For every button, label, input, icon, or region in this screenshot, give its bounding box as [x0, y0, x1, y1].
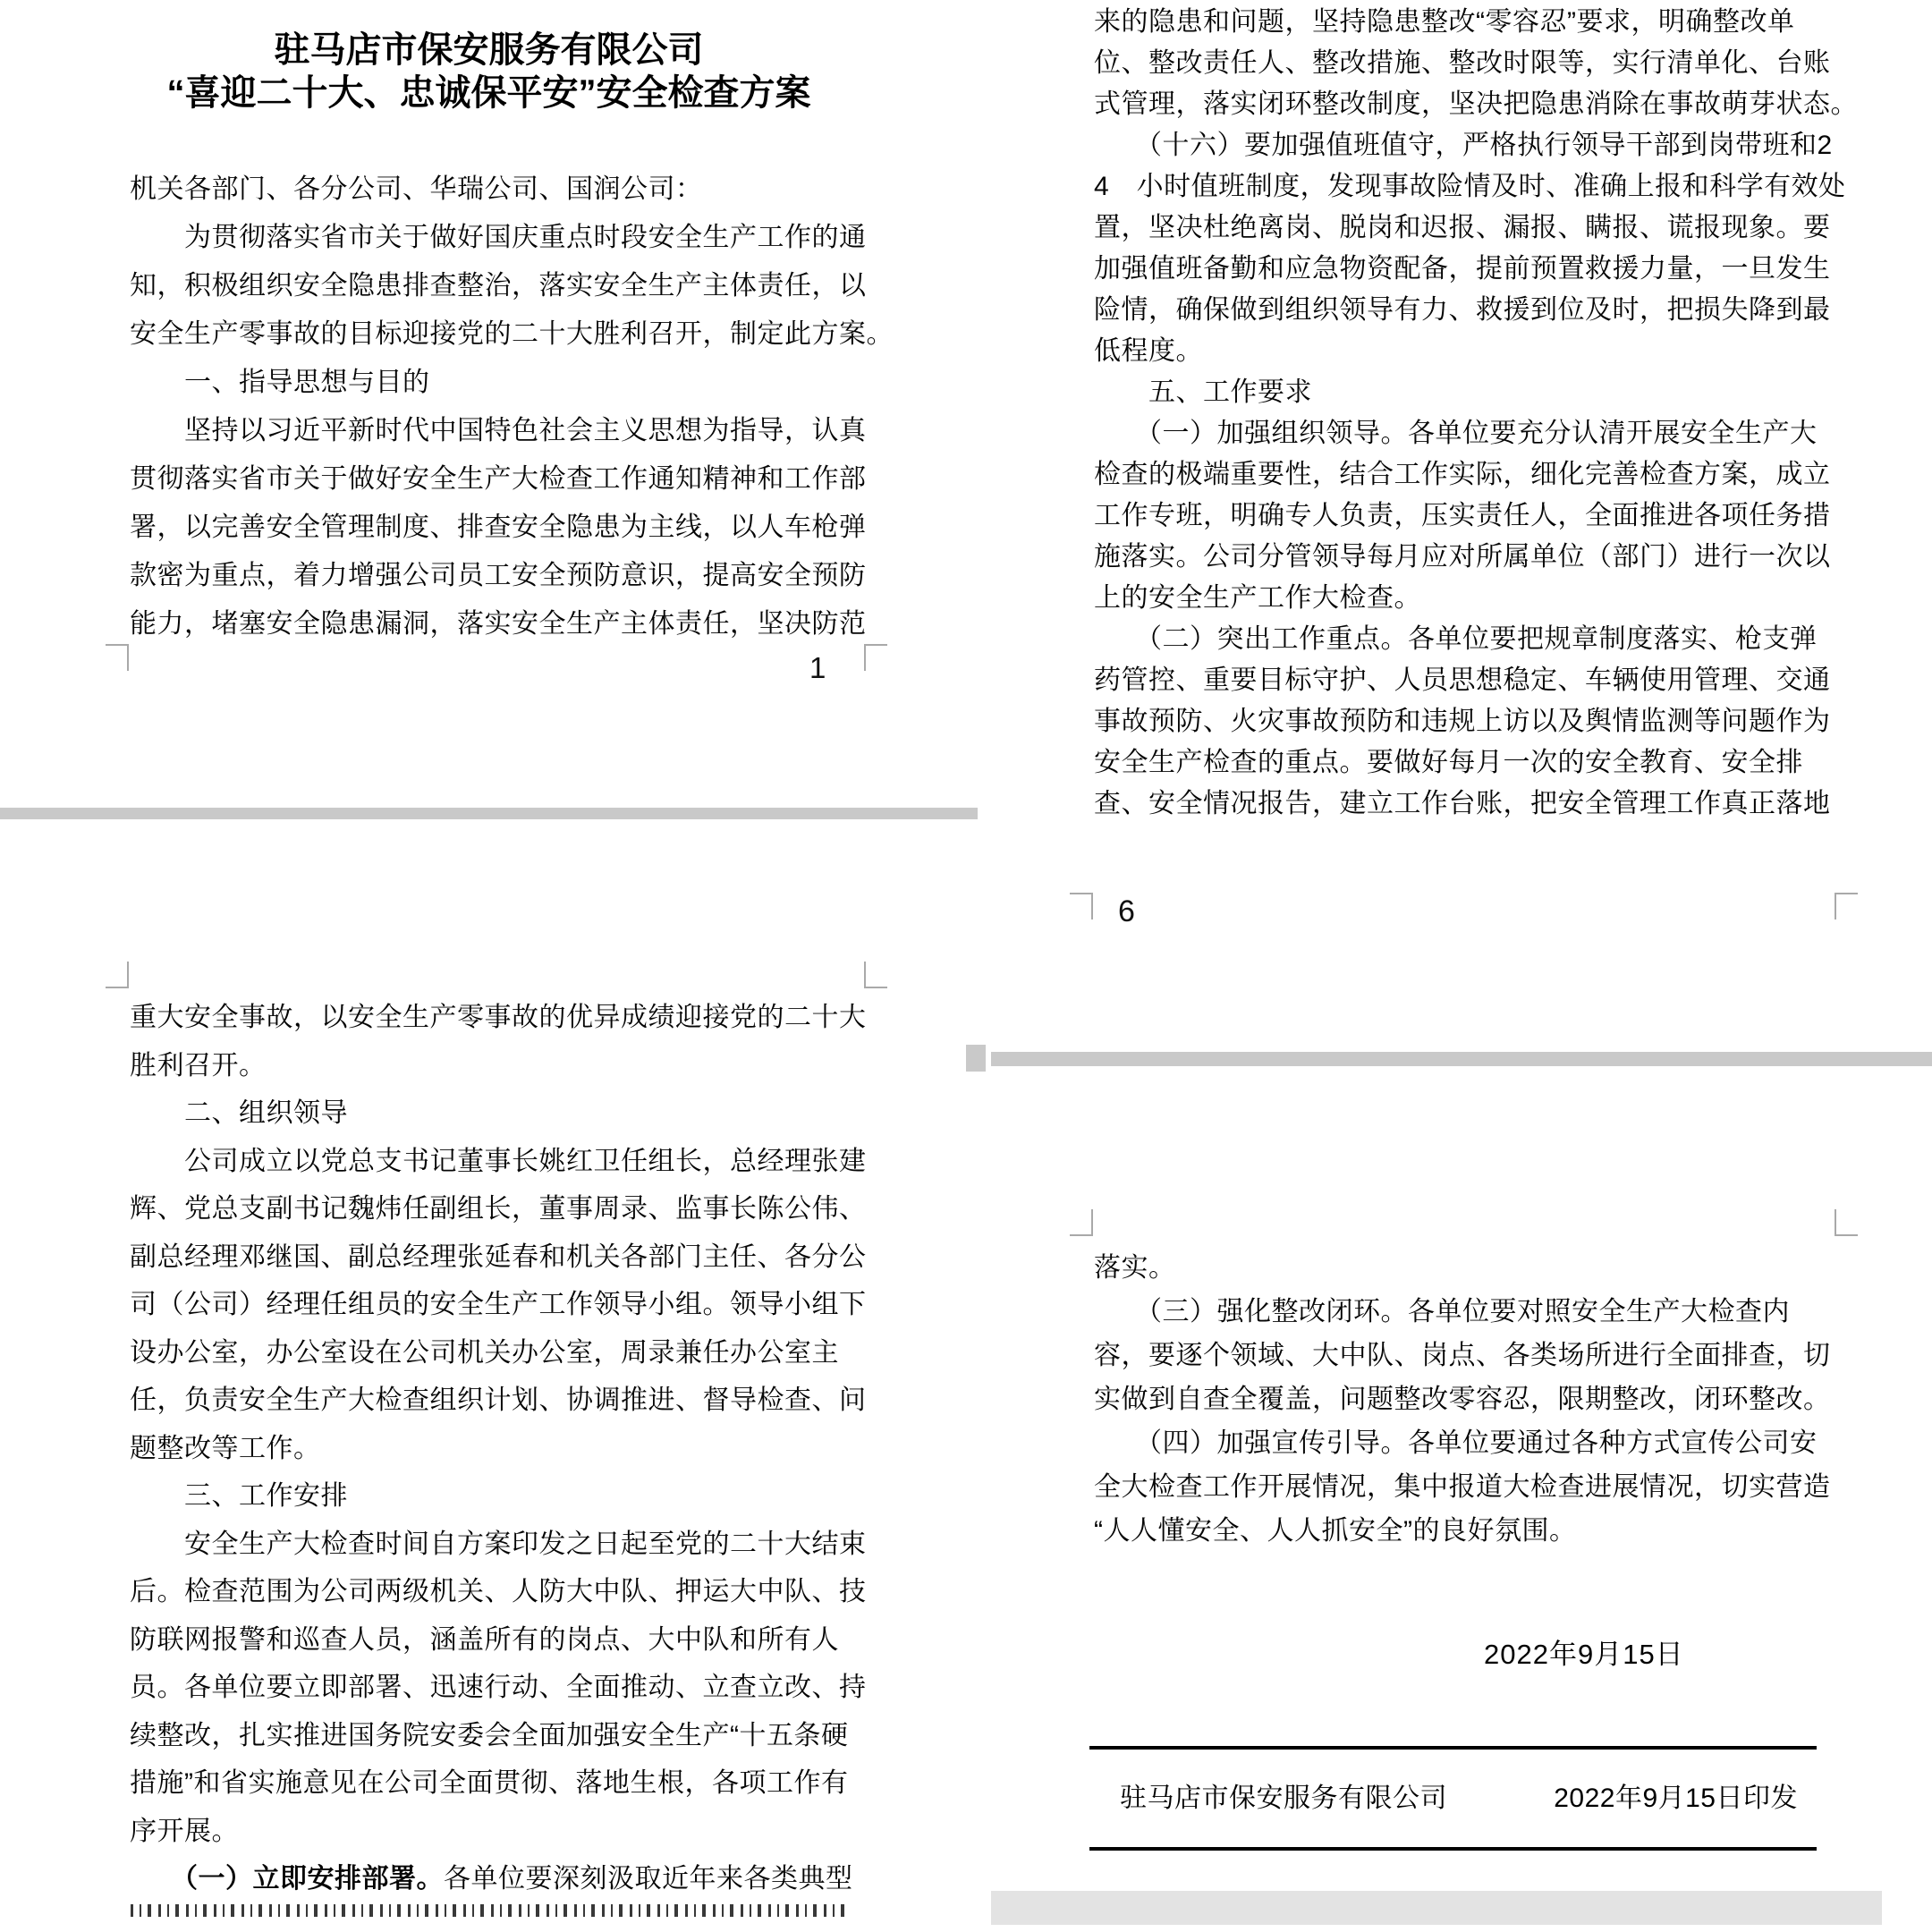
document-title-line2: “喜迎二十大、忠诚保平安”安全检查方案 [166, 73, 811, 113]
footer-issuer: 驻马店市保安服务有限公司 [1120, 1784, 1447, 1813]
text-line: （一）立即安排部署。各单位要深刻汲取近年来各类典型 [130, 1864, 853, 1894]
document-date: 2022年9月15日 [1484, 1639, 1684, 1670]
text-line: 容，要逐个领域、大中队、岗点、各类场所进行全面排查，切 [1094, 1341, 1831, 1370]
text-line: 副总经理邓继国、副总经理张延春和机关各部门主任、各分公 [130, 1241, 867, 1272]
text-line: （二）突出工作重点。各单位要把规章制度落实、枪支弹 [1094, 624, 1818, 654]
text-line: 公司成立以党总支书记董事长姚红卫任组长，总经理张建 [130, 1146, 867, 1176]
text-line: 药管控、重要目标守护、人员思想稳定、车辆使用管理、交通 [1094, 665, 1831, 695]
text-line: 坚持以习近平新时代中国特色社会主义思想为指导，认真 [130, 416, 867, 445]
text-line: 机关各部门、各分公司、华瑞公司、国润公司： [130, 174, 703, 204]
text-line: 任，负责安全生产大检查组织计划、协调推进、督导检查、问 [130, 1385, 867, 1415]
text-line: 施落实。公司分管领导每月应对所属单位（部门）进行一次以 [1094, 542, 1831, 572]
text-line: 三、工作安排 [130, 1481, 348, 1511]
text-line: 措施”和省实施意见在公司全面贯彻、落地生根，各项工作有 [130, 1768, 849, 1798]
text-line: 能力，堵塞安全隐患漏洞，落实安全生产主体责任，坚决防范 [130, 609, 867, 639]
text-line: 胜利召开。 [130, 1050, 267, 1080]
text-line: 置，坚决杜绝离岗、脱岗和迟报、漏报、瞒报、谎报现象。要 [1094, 213, 1831, 242]
gutter-fragment [966, 1045, 986, 1072]
text-line: 知，积极组织安全隐患排查整治，落实安全生产主体责任，以 [130, 271, 867, 301]
page-2-body [130, 994, 881, 1903]
text-line: 一、指导思想与目的 [130, 368, 430, 397]
text-line: “人人懂安全、人人抓安全”的良好氛围。 [1094, 1516, 1577, 1546]
page-number-1: 1 [809, 651, 826, 684]
margin-corner-mark [1070, 1209, 1093, 1236]
text-line: 二、组织领导 [130, 1098, 348, 1128]
text-line: 署，以完善安全管理制度、排查安全隐患为主线，以人车枪弹 [130, 513, 867, 542]
page-separator [0, 808, 978, 819]
text-line: 实做到自查全覆盖，问题整改零容忍，限期整改，闭环整改。 [1094, 1385, 1831, 1414]
text-line: 全大检查工作开展情况，集中报道大检查进展情况，切实营造 [1094, 1472, 1831, 1502]
text-line: 序开展。 [130, 1816, 239, 1846]
page-6-body [1094, 2, 1858, 825]
text-line: 防联网报警和巡查人员，涵盖所有的岗点、大中队和所有人 [130, 1624, 839, 1655]
margin-corner-mark [106, 644, 129, 671]
text-line: 辉、党总支副书记魏炜任副组长，董事周录、监事长陈公伟、 [130, 1194, 867, 1224]
text-line: 续整改，扎实推进国务院安委会全面加强安全生产“十五条硬 [130, 1720, 849, 1750]
document-title-line1: 驻马店市保安服务有限公司 [274, 30, 704, 70]
page-7-body [1094, 1246, 1845, 1553]
text-line: 工作专班，明确专人负责，压实责任人，全面推进各项任务措 [1094, 501, 1831, 530]
text-line: 设办公室，办公室设在公司机关办公室，周录兼任办公室主 [130, 1337, 839, 1368]
text-line: 上的安全生产工作大检查。 [1094, 583, 1421, 613]
text-line: （十六）要加强值班值守，严格执行领导干部到岗带班和2 [1094, 131, 1833, 160]
text-line: 员。各单位要立即部署、迅速行动、全面推动、立查立改、持 [130, 1673, 867, 1702]
text-line: （四）加强宣传引导。各单位要通过各种方式宣传公司安 [1094, 1428, 1818, 1458]
footer-rule-bottom [1089, 1847, 1817, 1851]
text-line: 加强值班备勤和应急物资配备，提前预置救援力量，一旦发生 [1094, 254, 1831, 284]
page-separator [991, 1052, 1932, 1066]
text-line: 险情，确保做到组织领导有力、救援到位及时，把损失降到最 [1094, 295, 1831, 325]
text-line: 后。检查范围为公司两级机关、人防大中队、押运大中队、技 [130, 1577, 867, 1606]
text-line: 题整改等工作。 [130, 1433, 321, 1463]
margin-corner-mark [1835, 893, 1858, 919]
text-line: 落实。 [1094, 1253, 1176, 1283]
footer-print-date: 2022年9月15日印发 [1554, 1784, 1798, 1813]
text-line: 来的隐患和问题，坚持隐患整改“零容忍”要求，明确整改单 [1094, 7, 1795, 37]
margin-corner-mark [106, 962, 129, 988]
margin-corner-mark [1835, 1209, 1858, 1236]
text-line: 款密为重点，着力增强公司员工安全预防意识，提高安全预防 [130, 561, 867, 590]
margin-corner-mark [864, 962, 887, 988]
text-line: 五、工作要求 [1094, 377, 1312, 407]
text-line: （一）加强组织领导。各单位要充分认清开展安全生产大 [1094, 419, 1818, 448]
text-line: 位、整改责任人、整改措施、整改时限等，实行清单化、台账 [1094, 48, 1831, 78]
page-edge-band [991, 1891, 1882, 1925]
text-line: 检查的极端重要性，结合工作实际，细化完善检查方案，成立 [1094, 460, 1831, 489]
clipped-text-line [131, 1904, 846, 1917]
text-line: 重大安全事故，以安全生产零事故的优异成绩迎接党的二十大 [130, 1003, 867, 1032]
page-number-6: 6 [1118, 894, 1135, 928]
text-line: 查、安全情况报告，建立工作台账，把安全管理工作真正落地 [1094, 789, 1831, 818]
margin-corner-mark [864, 644, 887, 671]
text-line: 安全生产大检查时间自方案印发之日起至党的二十大结束 [130, 1529, 867, 1559]
text-line: 安全生产检查的重点。要做好每月一次的安全教育、安全排 [1094, 748, 1803, 777]
text-line: 安全生产零事故的目标迎接党的二十大胜利召开，制定此方案。 [130, 319, 894, 349]
text-line: 低程度。 [1094, 336, 1203, 366]
text-line: 贯彻落实省市关于做好安全生产大检查工作通知精神和工作部 [130, 464, 867, 494]
margin-corner-mark [1070, 893, 1093, 919]
text-line: 为贯彻落实省市关于做好国庆重点时段安全生产工作的通 [130, 223, 867, 252]
text-line: （三）强化整改闭环。各单位要对照安全生产大检查内 [1094, 1297, 1790, 1326]
page-edge-mask [0, 1918, 978, 1932]
page-1-body [130, 165, 894, 648]
text-line: 4 小时值班制度，发现事故险情及时、准确上报和科学有效处 [1094, 172, 1846, 201]
text-line: 事故预防、火灾事故预防和违规上访以及舆情监测等问题作为 [1094, 707, 1831, 736]
text-line: 式管理，落实闭环整改制度，坚决把隐患消除在事故萌芽状态。 [1094, 89, 1858, 119]
text-line: 司（公司）经理任组员的安全生产工作领导小组。领导小组下 [130, 1290, 867, 1319]
footer-rule-top [1089, 1746, 1817, 1750]
